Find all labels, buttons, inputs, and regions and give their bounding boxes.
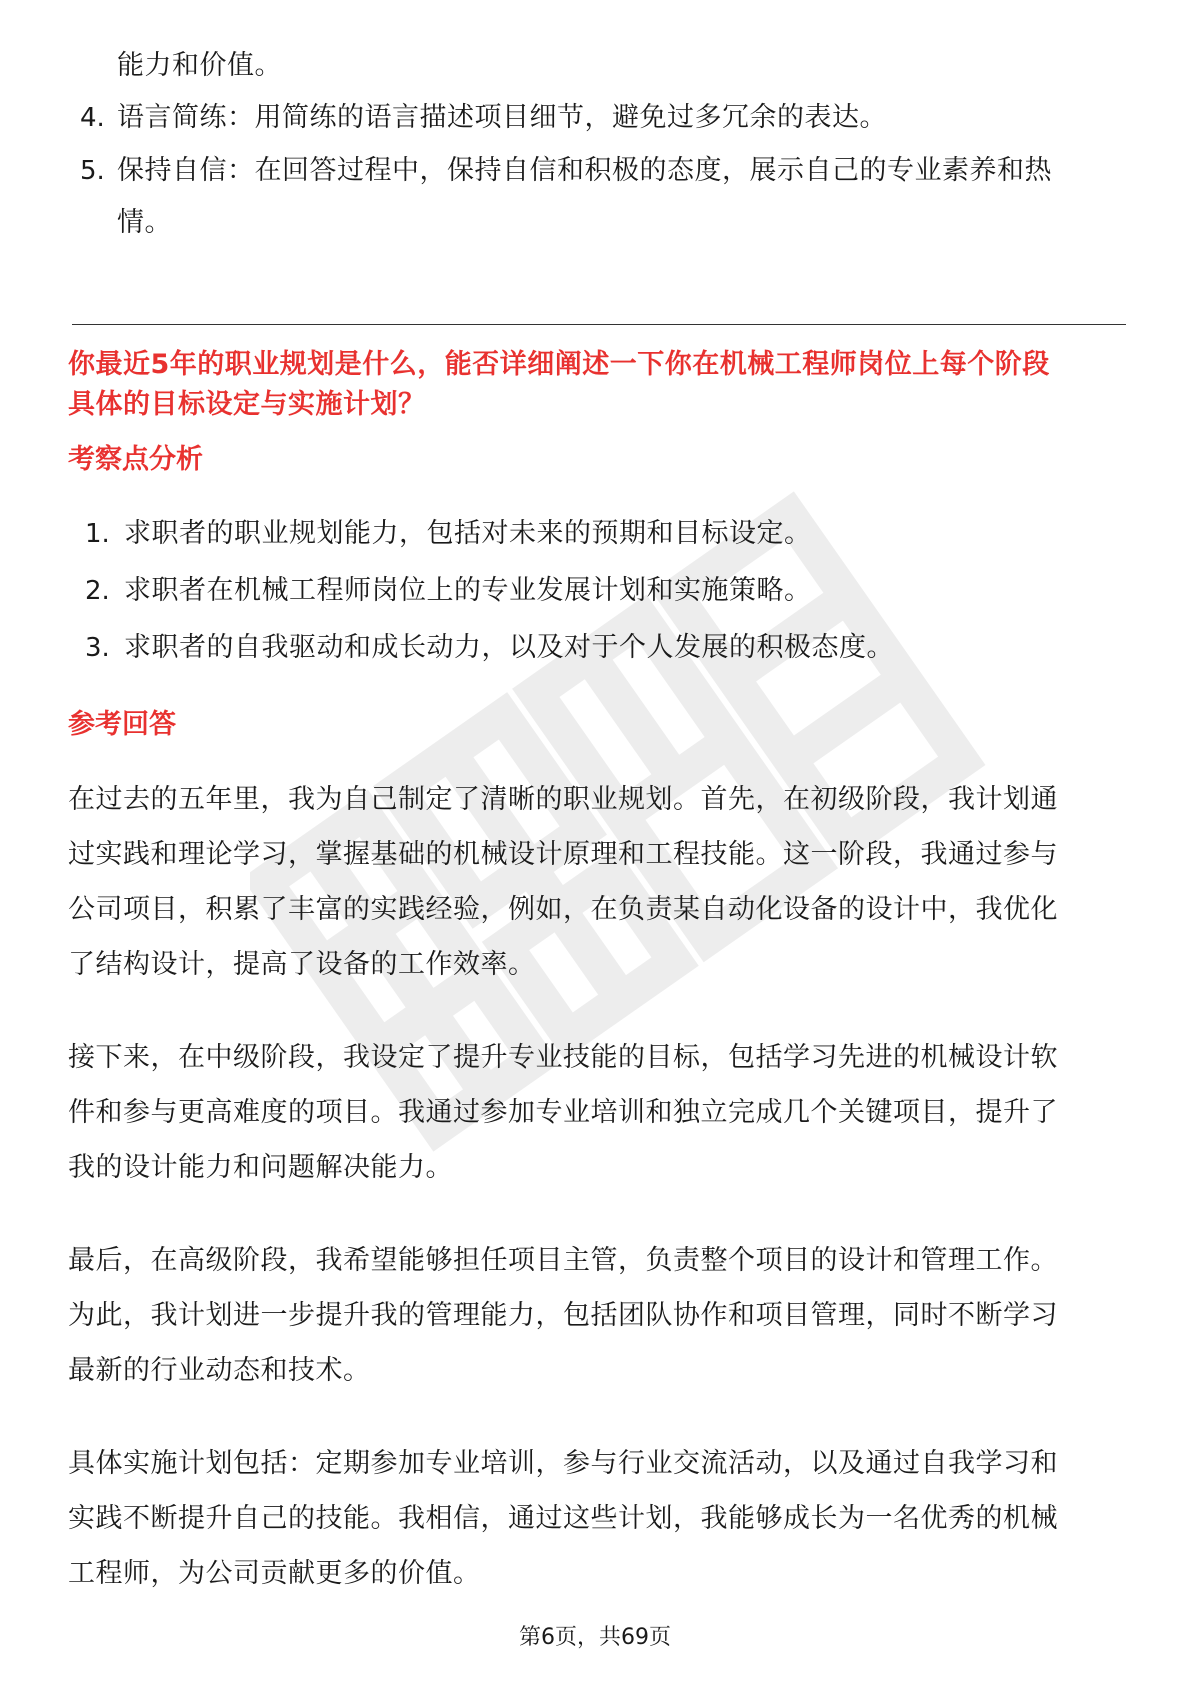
answer-paragraph-line: 为此，我计划进一步提升我的管理能力，包括团队协作和项目管理，同时不断学习	[68, 1300, 1058, 1331]
list-item-continuation: 能力和价值。	[117, 50, 282, 81]
list-number: 3.	[85, 633, 110, 663]
list-number: 2.	[85, 576, 110, 606]
answer-paragraph-line: 实践不断提升自己的技能。我相信，通过这些计划，我能够成长为一名优秀的机械	[68, 1503, 1058, 1534]
answer-heading: 参考回答	[68, 709, 176, 740]
page-number: 第6页，共69页	[519, 1625, 671, 1650]
answer-paragraph-line: 过实践和理论学习，掌握基础的机械设计原理和工程技能。这一阶段，我通过参与	[68, 839, 1058, 870]
answer-paragraph-line: 最新的行业动态和技术。	[68, 1355, 371, 1386]
list-item-continuation: 情。	[117, 207, 172, 238]
answer-paragraph-line: 了结构设计，提高了设备的工作效率。	[68, 949, 536, 980]
list-number: 1.	[85, 519, 110, 549]
list-number: 5.	[80, 156, 105, 186]
analysis-item: 求职者的职业规划能力，包括对未来的预期和目标设定。	[124, 518, 812, 549]
answer-paragraph-line: 具体实施计划包括：定期参加专业培训，参与行业交流活动，以及通过自我学习和	[68, 1448, 1058, 1479]
analysis-item: 求职者在机械工程师岗位上的专业发展计划和实施策略。	[124, 575, 812, 606]
analysis-heading: 考察点分析	[68, 444, 203, 475]
answer-paragraph-line: 最后，在高级阶段，我希望能够担任项目主管，负责整个项目的设计和管理工作。	[68, 1245, 1058, 1276]
answer-paragraph-line: 我的设计能力和问题解决能力。	[68, 1152, 453, 1183]
list-number: 4.	[80, 103, 105, 133]
list-item: 保持自信：在回答过程中，保持自信和积极的态度，展示自己的专业素养和热	[117, 155, 1052, 186]
list-item: 语言简练：用简练的语言描述项目细节，避免过多冗余的表达。	[117, 102, 887, 133]
answer-paragraph-line: 公司项目，积累了丰富的实践经验，例如，在负责某自动化设备的设计中，我优化	[68, 894, 1058, 925]
analysis-item: 求职者的自我驱动和成长动力，以及对于个人发展的积极态度。	[124, 632, 894, 663]
answer-paragraph-line: 接下来，在中级阶段，我设定了提升专业技能的目标，包括学习先进的机械设计软	[68, 1042, 1058, 1073]
answer-paragraph-line: 工程师，为公司贡献更多的价值。	[68, 1558, 481, 1589]
question-title-cont: 具体的目标设定与实施计划？	[68, 389, 426, 420]
answer-paragraph-line: 在过去的五年里，我为自己制定了清晰的职业规划。首先，在初级阶段，我计划通	[68, 784, 1058, 815]
answer-paragraph-line: 件和参与更高难度的项目。我通过参加专业培训和独立完成几个关键项目，提升了	[68, 1097, 1058, 1128]
section-divider	[72, 324, 1126, 325]
question-title: 你最近5年的职业规划是什么，能否详细阐述一下你在机械工程师岗位上每个阶段	[68, 349, 1050, 380]
